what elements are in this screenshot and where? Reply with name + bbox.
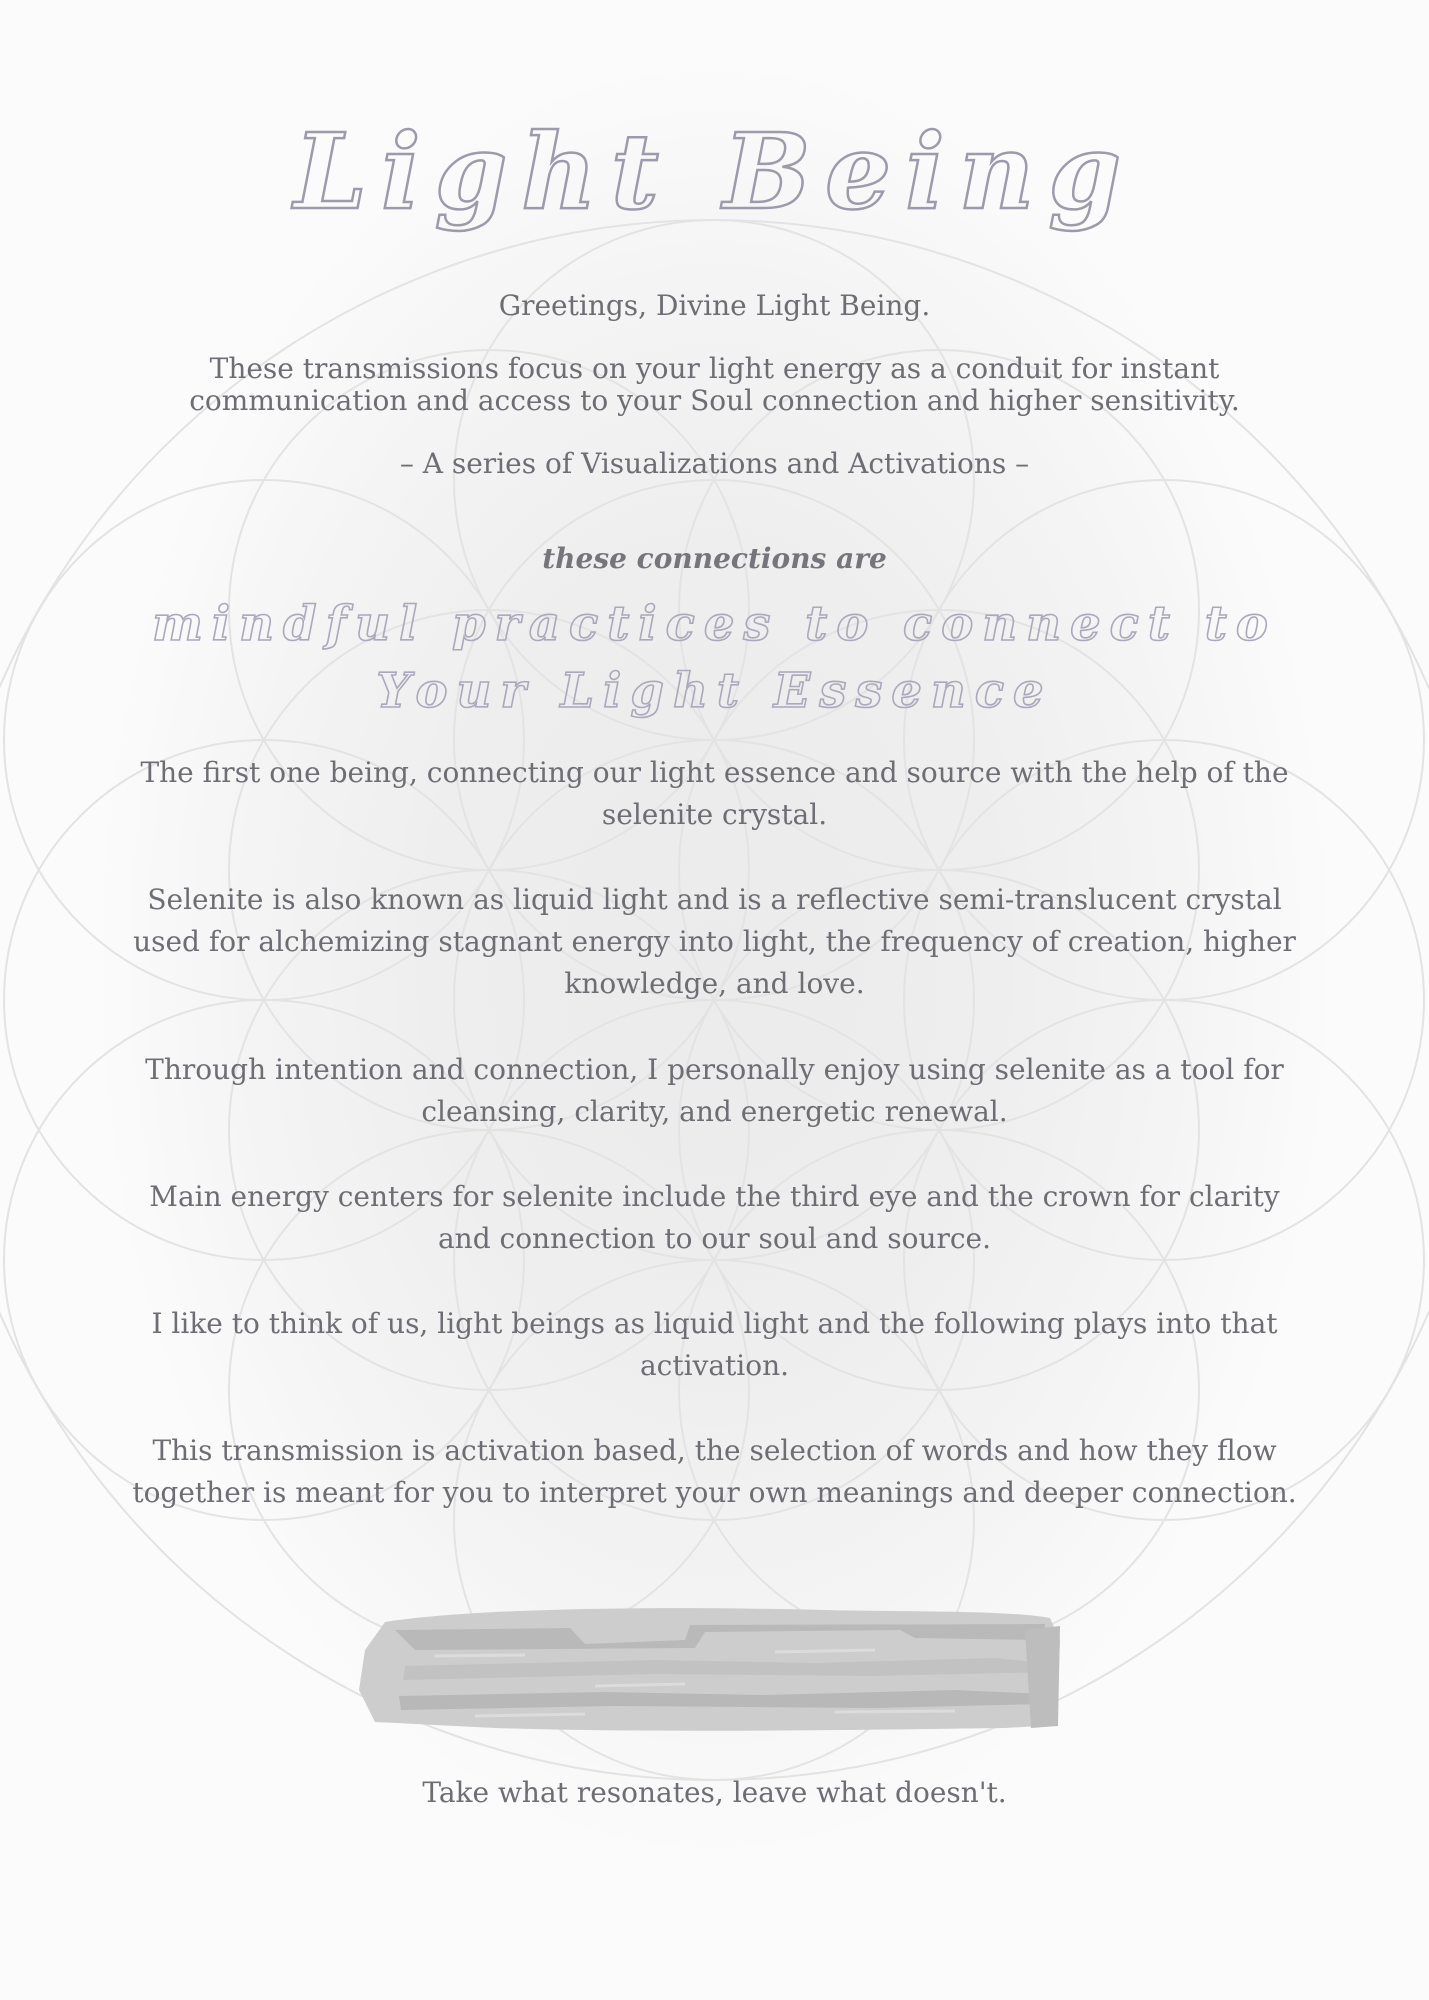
paragraph-4: Main energy centers for selenite include the third eye and the crown for clarity and connection to our soul and source. [149, 1180, 1280, 1255]
selenite-brushstroke-icon [355, 1600, 1070, 1745]
accent-heading-line1: mindful practices to connect to [152, 596, 1277, 652]
series-text: – A series of Visualizations and Activations – [399, 447, 1030, 480]
paragraph-1: The first one being, connecting our light essence and source with the help of the selenite crystal. [140, 756, 1289, 831]
closing-text: Take what resonates, leave what doesn't. [422, 1776, 1007, 1809]
paragraph-6: This transmission is activation based, the selection of words and how they flow together is meant for you to interpret your own meanings and deeper connection. [132, 1434, 1297, 1509]
accent-heading-line2: Your Light Essence [376, 663, 1053, 719]
intro-text: These transmissions focus on your light energy as a conduit for instant communication and access to your Soul connection and higher sensitivity. [189, 352, 1240, 417]
greeting-text: Greetings, Divine Light Being. [498, 289, 931, 322]
subhead-text: these connections are [542, 542, 887, 575]
paragraph-2: Selenite is also known as liquid light and is a reflective semi-translucent crystal used for alchemizing stagnant energy into light, the frequency of creation, higher knowledge, and love. [133, 883, 1296, 1000]
paragraph-5: I like to think of us, light beings as liquid light and the following plays into that activation. [151, 1307, 1278, 1382]
page-title: Light Being [293, 110, 1136, 233]
paragraph-3: Through intention and connection, I personally enjoy using selenite as a tool for cleansing, clarity, and energetic renewal. [145, 1053, 1284, 1128]
